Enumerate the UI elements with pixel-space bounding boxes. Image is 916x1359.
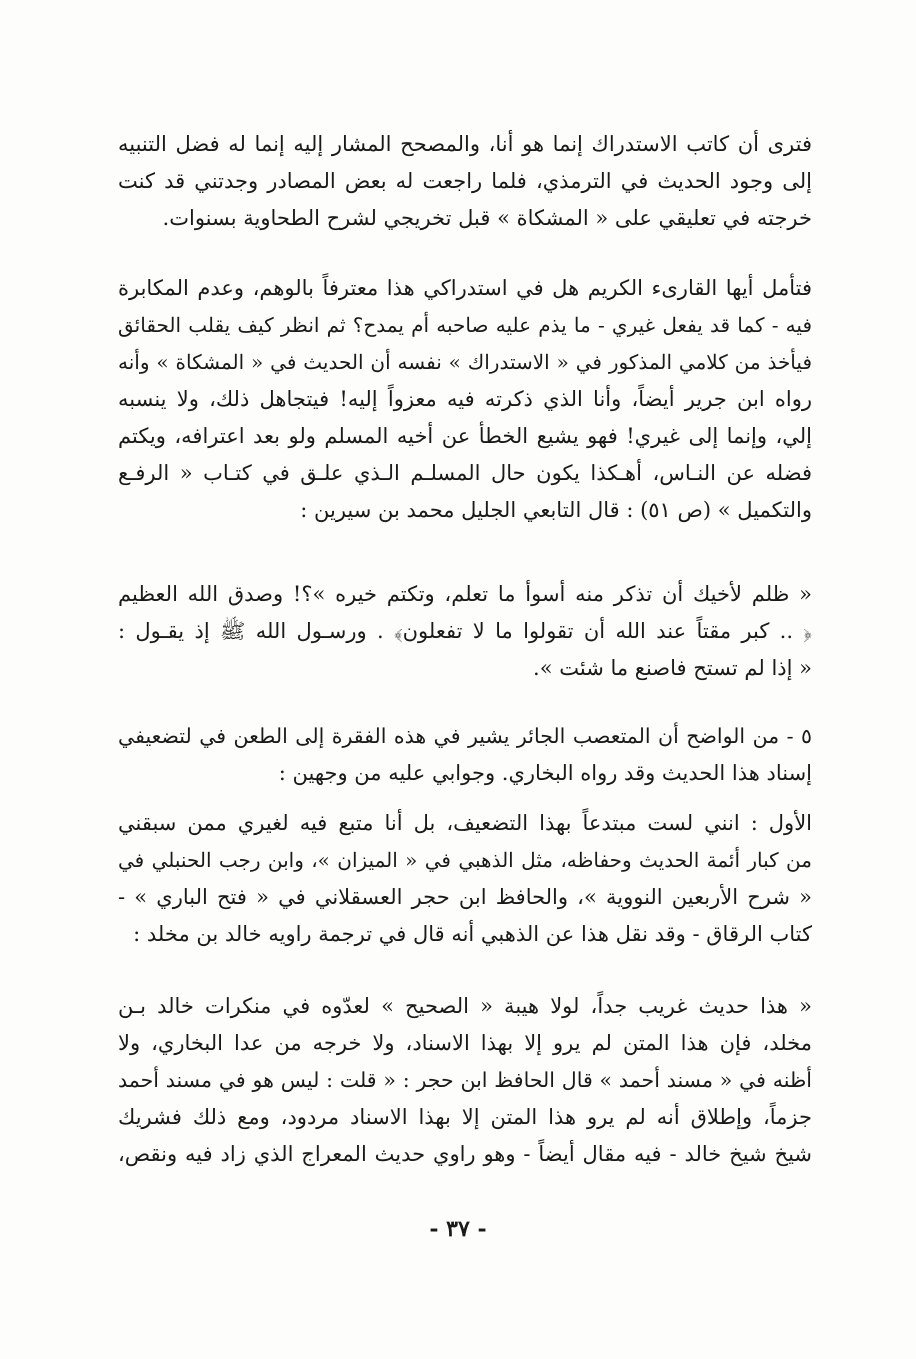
text-line: « هذا حديث غريب جداً، لولا هيبة « الصحيح » لعدّوه في منكرات خالد بـن: [118, 994, 812, 1018]
page-number: - ٣٧ -: [429, 1216, 487, 1242]
text-line: أظنه في « مسند أحمد » قال الحافظ ابن حجر : « قلت : ليس هو في مسند أحمد: [118, 1068, 812, 1092]
text-line: الأول : انني لست مبتدعاً بهذا التضعيف، بل أنا متبع فيه لغيري ممن سبقني: [118, 811, 812, 835]
text-line: فيأخذ من كلامي المذكور في « الاستدراك » نفسه أن الحديث في « المشكاة » وأنه: [118, 350, 812, 374]
text-line: شيخ شيخ خالد - فيه مقال أيضاً - وهو راوي حديث المعراج الذي زاد فيه ونقص،: [118, 1142, 812, 1166]
paragraph-1: [118, 126, 812, 237]
paragraph-6: [118, 988, 812, 1173]
text-line: إسناد هذا الحديث وقد رواه البخاري. وجوابي عليه من وجهين :: [278, 761, 812, 785]
text-line: « إذا لم تستح فاصنع ما شئت ».: [533, 656, 812, 680]
text-line: « ظلم لأخيك أن تذكر منه أسوأ ما تعلم، وتكتم خيره »؟! وصدق الله العظيم: [118, 582, 812, 606]
paragraph-5: [118, 805, 812, 953]
text-line: إلي، وإنما إلى غيري! فهو يشيع الخطأ عن أخيه المسلم ولو بعد اعترافه، ويكتم: [118, 424, 812, 448]
text-line: مخلد، فإن هذا المتن لم يرو إلا بهذا الاسناد، ولا خرجه من عدا البخاري، ولا: [118, 1031, 812, 1055]
text-line: « شرح الأربعين النووية »، والحافظ ابن حجر العسقلاني في « فتح الباري » -: [118, 885, 812, 909]
text-line: فيه - كما قد يفعل غيري - ما يذم عليه صاحبه أم يمدح؟ ثم انظر كيف يقلب الحقائق: [118, 313, 812, 337]
text-line: كتاب الرقاق - وقد نقل هذا عن الذهبي أنه قال في ترجمة راويه خالد بن مخلد :: [133, 922, 812, 946]
text-line: والتكميل » (ص ٥١) : قال التابعي الجليل محمد بن سيرين :: [300, 498, 812, 522]
text-line: فضله عن النـاس، أهـكذا يكون حال المسلـم الـذي علـق في كتـاب « الرفـع: [118, 461, 812, 485]
paragraph-3: [118, 576, 812, 687]
text-line: رواه ابن جرير أيضاً، وأنا الذي ذكرته فيه معزواً إليه! فيتجاهل ذلك، ولا ينسبه: [118, 387, 812, 411]
text-line: خرجته في تعليقي على « المشكاة » قبل تخريجي لشرح الطحاوية بسنوات.: [162, 206, 812, 230]
text-line: ٥ - من الواضح أن المتعصب الجائر يشير في هذه الفقرة إلى الطعن في لتضعيفي: [118, 724, 812, 748]
text-line: جزماً، وإطلاق أنه لم يرو هذا المتن إلا بهذا الاسناد مردود، ومع ذلك فشريك: [118, 1105, 812, 1129]
paragraph-4: [118, 718, 812, 792]
paragraph-2: [118, 270, 812, 529]
text-line: ﴿ .. كبر مقتاً عند الله أن تقولوا ما لا تفعلون﴾ . ورسـول الله ﷺ إذ يقـول :: [118, 619, 812, 643]
text-line: فتأمل أيها القارىء الكريم هل في استدراكي هذا معترفاً بالوهم، وعدم المكابرة: [118, 276, 812, 300]
text-line: إلى وجود الحديث في الترمذي، فلما راجعت له بعض المصادر وجدتني قد كنت: [118, 169, 812, 193]
text-line: من كبار أئمة الحديث وحفاظه، مثل الذهبي في « الميزان »، وابن رجب الحنبلي في: [118, 848, 812, 872]
text-line: فترى أن كاتب الاستدراك إنما هو أنا، والمصحح المشار إليه إنما له فضل التنبيه: [118, 132, 812, 156]
